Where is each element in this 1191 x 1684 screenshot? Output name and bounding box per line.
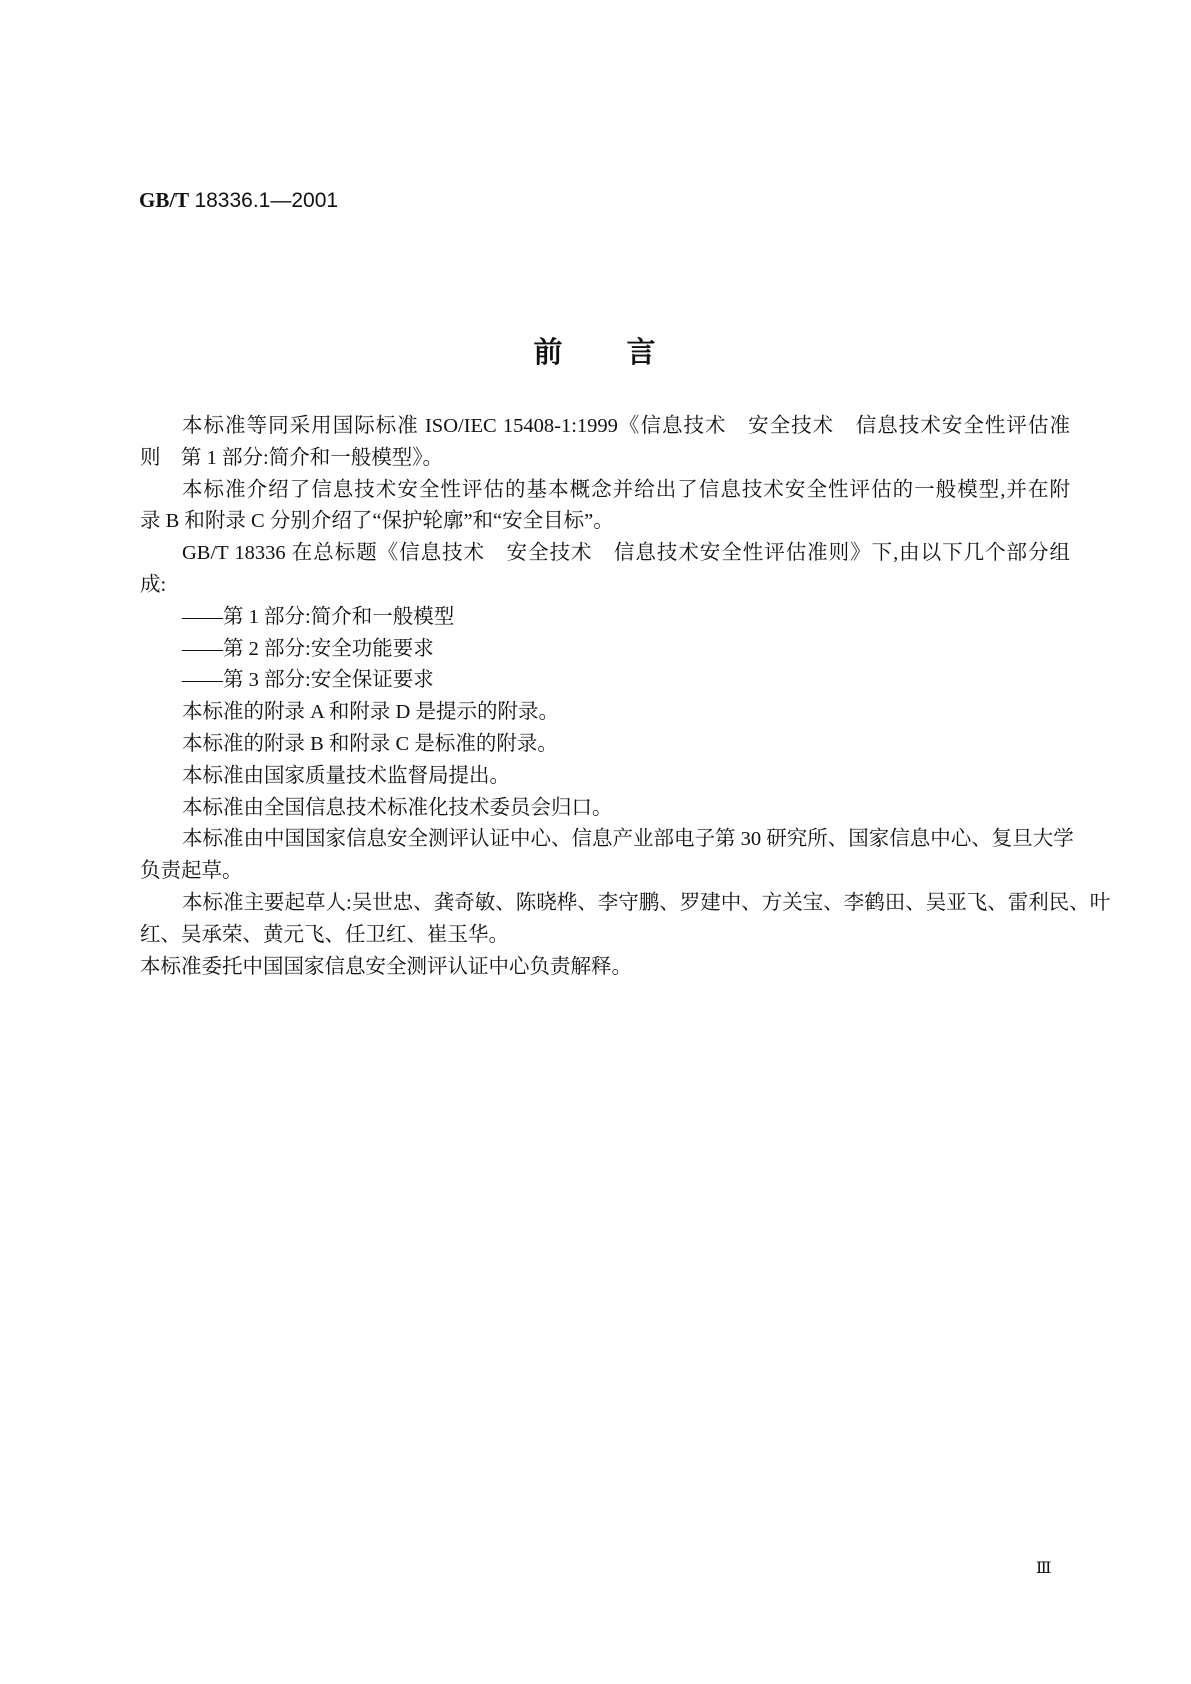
- document-code: [139, 188, 338, 213]
- text-line: GB/T 18336 在总标题《信息技术 安全技术 信息技术安全性评估准则》下,由以下几个部分组: [182, 542, 1070, 565]
- text-line: ——第 3 部分:安全保证要求: [182, 669, 434, 692]
- text-line: 负责起草。: [140, 860, 243, 883]
- document-code-number: 18336.1—2001: [194, 189, 339, 212]
- text-line: 本标准的附录 B 和附录 C 是标准的附录。: [182, 732, 558, 755]
- page-number: Ⅲ: [1036, 1560, 1052, 1577]
- body-text: [140, 411, 1111, 983]
- text-line: ——第 2 部分:安全功能要求: [182, 637, 434, 660]
- document-code-prefix: GB/T: [139, 188, 190, 212]
- text-line: 成:: [140, 573, 167, 596]
- text-line: 本标准主要起草人:吴世忠、龚奇敏、陈晓桦、李守鹏、罗建中、方关宝、李鹤田、吴亚飞、雷利民、叶: [182, 891, 1111, 914]
- text-line: 本标准委托中国国家信息安全测评认证中心负责解释。: [140, 955, 632, 978]
- text-line: 本标准由全国信息技术标准化技术委员会归口。: [182, 796, 613, 819]
- page-title: 前 言: [533, 337, 658, 369]
- text-line: 红、吴承荣、黄元飞、任卫红、崔玉华。: [140, 923, 509, 946]
- text-line: 本标准的附录 A 和附录 D 是提示的附录。: [182, 701, 559, 724]
- text-line: ——第 1 部分:简介和一般模型: [182, 605, 455, 628]
- text-line: 则 第 1 部分:简介和一般模型》。: [140, 446, 443, 469]
- text-line: 本标准介绍了信息技术安全性评估的基本概念并给出了信息技术安全性评估的一般模型,并在附: [182, 478, 1070, 501]
- text-line: 本标准由中国国家信息安全测评认证中心、信息产业部电子第 30 研究所、国家信息中心、复旦大学: [182, 828, 1074, 851]
- text-line: 本标准由国家质量技术监督局提出。: [182, 764, 510, 787]
- text-line: 录 B 和附录 C 分别介绍了“保护轮廓”和“安全目标”。: [140, 510, 614, 533]
- text-line: 本标准等同采用国际标准 ISO/IEC 15408-1:1999《信息技术 安全技术 信息技术安全性评估准: [182, 415, 1070, 437]
